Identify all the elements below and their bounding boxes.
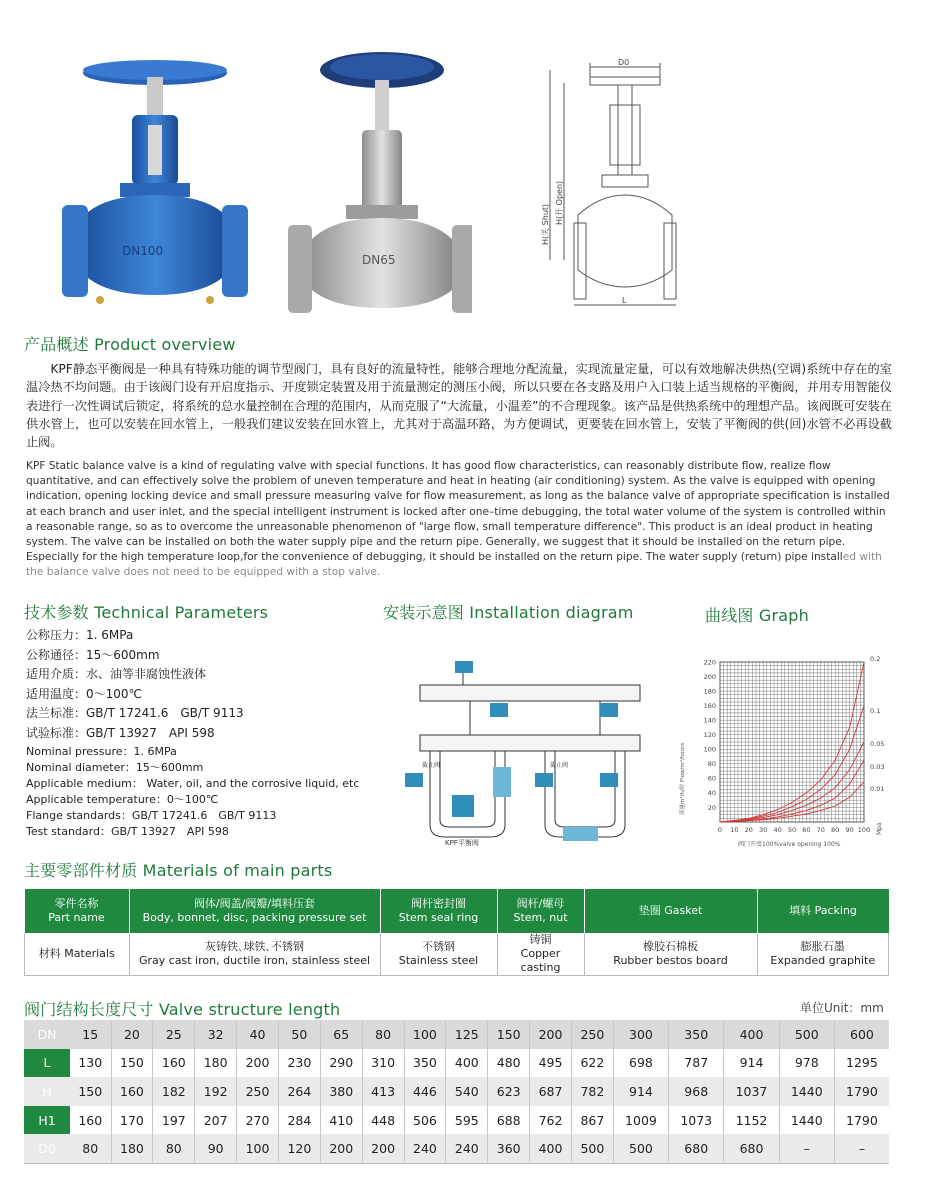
dim-cell: 80 — [70, 1134, 111, 1163]
dim-cell: 80 — [362, 1020, 404, 1049]
dim-cell: 170 — [111, 1106, 153, 1135]
dim-cell: 120 — [278, 1134, 320, 1163]
dim-cell: 410 — [320, 1106, 362, 1135]
dim-cell: 500 — [779, 1020, 834, 1049]
dim-cell: – — [834, 1134, 889, 1163]
drawing-h-shut: H(关 Shut) — [541, 203, 550, 245]
overview-en-text: KPF Static balance valve is a kind of regulating valve with special functions. It has good flow characteristics, can reasonably distribute flow, realize flow quantitative, and can effectively solve the problem of uneven temperature and heat in heating (air conditioning) system. As the valve is equipped with opening indication, opening locking device and small pressure measuring valve for flow measurement, as long as the balance valve of appropriate specification is installed at each branch and user inlet, and the special intelligent instrument is locked after one–time debugging, the total water volume of the system is controlled within a reasonable range, so as to overcome the unreasonable phenomenon of "large flow, small temperature difference". This product is an ideal product in heating system. The valve can be installed on both the water supply pipe and the return pipe. Generally, we suggest that it should be installed on the return pipe. Especially for the high temperature loop,for the convenience of debugging, it should be installed on the return pipe. The water supply (return) pipe installed with the balance valve does not need to be equipped with a stop valve. — [26, 460, 890, 579]
dim-cell: 400 — [724, 1020, 779, 1049]
dim-cell: 687 — [530, 1077, 572, 1106]
dim-cell: 65 — [320, 1020, 362, 1049]
dim-cell: 680 — [669, 1134, 724, 1163]
dim-cell: 380 — [320, 1077, 362, 1106]
graph-title: 曲线图 Graph — [705, 606, 809, 625]
dim-cell: 200 — [237, 1049, 279, 1078]
dim-cell: 90 — [195, 1134, 237, 1163]
dim-cell: 400 — [446, 1049, 488, 1078]
dim-cell: 160 — [70, 1106, 111, 1135]
chart-x-tick: 50 — [787, 826, 797, 834]
chart-y-tick: 100 — [703, 745, 716, 754]
dim-cell: 500 — [571, 1134, 613, 1163]
dim-cell: 180 — [111, 1134, 153, 1163]
chart-y-tick: 80 — [707, 760, 716, 769]
chart-y-tick: 180 — [703, 687, 716, 696]
dim-cell: 1440 — [779, 1106, 834, 1135]
dim-row-d0 — [24, 1134, 889, 1163]
dim-cell: 200 — [362, 1134, 404, 1163]
dim-cell: 284 — [278, 1106, 320, 1135]
dim-cell: 413 — [362, 1077, 404, 1106]
dim-cell: 125 — [446, 1020, 488, 1049]
dim-cell: 506 — [404, 1106, 446, 1135]
dim-cell: 1440 — [779, 1077, 834, 1106]
chart-y-tick: 20 — [707, 803, 716, 812]
param-en: Test standard：GB/T 13927 API 598 — [26, 824, 229, 838]
dim-cell: 310 — [362, 1049, 404, 1078]
chart-x-tick: 20 — [744, 826, 753, 834]
dimensions-table — [24, 1020, 889, 1164]
param-cn: 适用温度：0～100℃ — [26, 686, 143, 701]
chart-x-tick: 90 — [845, 826, 854, 834]
valve-drawing — [540, 55, 730, 310]
chart-y-tick: 220 — [703, 658, 716, 667]
dim-row-label: H1 — [24, 1106, 70, 1135]
dim-cell: 200 — [530, 1020, 572, 1049]
mat-header: 填料 Packing — [757, 889, 889, 933]
dim-cell: 240 — [404, 1134, 446, 1163]
mat-cell: 橡胶石棉板 Rubber bestos board — [584, 933, 757, 976]
dim-cell: 207 — [195, 1106, 237, 1135]
drawing-d0: D0 — [618, 58, 630, 67]
param-cn: 公称通径：15～600mm — [26, 647, 160, 662]
dim-cell: 968 — [669, 1077, 724, 1106]
dim-cell: 100 — [404, 1020, 446, 1049]
chart-right-label: 0.2 — [870, 655, 881, 663]
dim-cell: 100 — [237, 1134, 279, 1163]
dim-cell: 32 — [195, 1020, 237, 1049]
dim-cell: 867 — [571, 1106, 613, 1135]
materials-table — [24, 889, 889, 976]
chart-x-tick: 10 — [730, 826, 739, 834]
dim-cell: 200 — [320, 1134, 362, 1163]
dim-cell: 1037 — [724, 1077, 779, 1106]
param-en: Applicable temperature：0～100℃ — [26, 792, 219, 806]
chart-y-tick: 60 — [707, 774, 716, 783]
chart-x-tick: 0 — [717, 826, 723, 834]
dim-cell: 680 — [724, 1134, 779, 1163]
chart-x-tick: 40 — [773, 826, 782, 834]
dim-cell: 787 — [669, 1049, 724, 1078]
drawing-l: L — [622, 296, 627, 305]
dim-cell: 782 — [571, 1077, 613, 1106]
dim-cell: 160 — [111, 1077, 153, 1106]
technical-params — [26, 626, 359, 840]
dim-cell: 160 — [153, 1049, 195, 1078]
dim-cell: 240 — [446, 1134, 488, 1163]
installation-caption: KPF平衡阀 — [445, 839, 479, 847]
dim-cell: 350 — [404, 1049, 446, 1078]
param-cn: 公称压力：1. 6MPa — [26, 628, 134, 642]
param-en: Nominal pressure：1. 6MPa — [26, 744, 177, 758]
installation-label-b: 截止阀 — [550, 762, 569, 769]
mat-header: 垫圈 Gasket — [584, 889, 757, 933]
dim-cell: 1009 — [613, 1106, 668, 1135]
dim-cell: 1073 — [669, 1106, 724, 1135]
mat-cell: 膨胀石墨 Expanded graphite — [757, 933, 889, 976]
chart-y-tick: 120 — [703, 731, 716, 740]
dim-cell: 290 — [320, 1049, 362, 1078]
chart-y-tick: 200 — [703, 672, 716, 681]
chart-x-tick: 60 — [802, 826, 811, 834]
blue-valve-photo — [60, 55, 250, 315]
dim-cell: 480 — [488, 1049, 530, 1078]
mat-header: 阀杆/螺母 Stem, nut — [497, 889, 584, 933]
chart-xlabel: 阀门开度100%valve opening 100% — [738, 841, 841, 848]
overview-title: 产品概述 Product overview — [24, 335, 236, 354]
dim-cell: 80 — [153, 1134, 195, 1163]
dim-row-label: D0 — [24, 1134, 70, 1163]
dim-cell: 50 — [278, 1020, 320, 1049]
dim-row-l — [24, 1049, 889, 1078]
dim-cell: 1790 — [834, 1077, 889, 1106]
dim-cell: 270 — [237, 1106, 279, 1135]
dim-cell: 150 — [488, 1020, 530, 1049]
dim-cell: 688 — [488, 1106, 530, 1135]
dim-cell: 914 — [724, 1049, 779, 1078]
dim-cell: 446 — [404, 1077, 446, 1106]
mat-header: 阀体/阀盖/阀瓣/填料压套 Body, bonnet, disc, packing pressure set — [129, 889, 380, 933]
chart-right-label: 0.1 — [870, 707, 881, 715]
materials-header-row — [25, 889, 889, 933]
materials-title: 主要零部件材质 Materials of main parts — [24, 861, 333, 880]
dim-cell: 40 — [237, 1020, 279, 1049]
technical-title: 技术参数 Technical Parameters — [24, 603, 269, 622]
mat-header: 零件名称 Part name — [25, 889, 130, 933]
chart-y-tick: 160 — [703, 701, 716, 710]
dim-row-label: DN — [24, 1020, 70, 1049]
dim-cell: 500 — [613, 1134, 668, 1163]
dim-cell: 192 — [195, 1077, 237, 1106]
dim-cell: 623 — [488, 1077, 530, 1106]
installation-title: 安装示意图 Installation diagram — [383, 603, 634, 622]
dim-cell: 182 — [153, 1077, 195, 1106]
dim-row-dn — [24, 1020, 889, 1049]
chart-y-tick: 140 — [703, 716, 716, 725]
dim-cell: 914 — [613, 1077, 668, 1106]
dim-cell: 978 — [779, 1049, 834, 1078]
steel-valve-label: DN65 — [362, 253, 396, 267]
param-cn: 适用介质：水、油等非腐蚀性液体 — [26, 667, 207, 682]
chart-ylabel: 流量m³/h/时 Flow/m³/hours — [680, 742, 686, 815]
dim-cell: 495 — [530, 1049, 572, 1078]
dim-cell: 400 — [530, 1134, 572, 1163]
drawing-h1-open: H(开 Open) — [555, 180, 564, 225]
dim-cell: 150 — [70, 1077, 111, 1106]
mat-cell: 材料 Materials — [25, 933, 130, 976]
dim-cell: 600 — [834, 1020, 889, 1049]
dim-cell: 15 — [70, 1020, 111, 1049]
dim-cell: 698 — [613, 1049, 668, 1078]
dim-cell: 300 — [613, 1020, 668, 1049]
param-cn: 试验标准：GB/T 13927 API 598 — [26, 725, 215, 740]
dim-cell: 540 — [446, 1077, 488, 1106]
dim-row-label: L — [24, 1049, 70, 1078]
blue-valve-label: DN100 — [122, 244, 164, 258]
dim-row-h — [24, 1077, 889, 1106]
dim-cell: 197 — [153, 1106, 195, 1135]
mat-cell: 不锈钢 Stainless steel — [380, 933, 497, 976]
chart-right-label: 0.01 — [870, 785, 885, 793]
param-en: Flange standards：GB/T 17241.6 GB/T 9113 — [26, 808, 277, 822]
chart-x-tick: 30 — [759, 826, 768, 834]
dim-cell: 762 — [530, 1106, 572, 1135]
dim-cell: 150 — [111, 1049, 153, 1078]
param-en: Nominal diameter：15～600mm — [26, 760, 204, 774]
dim-cell: 1152 — [724, 1106, 779, 1135]
dim-cell: 25 — [153, 1020, 195, 1049]
dim-cell: 622 — [571, 1049, 613, 1078]
installation-label-a: 截止阀 — [422, 762, 441, 769]
chart-right-unit: Mpa — [876, 822, 883, 835]
dim-cell: 20 — [111, 1020, 153, 1049]
dim-row-h1 — [24, 1106, 889, 1135]
mat-cell: 铸铜 Copper casting — [497, 933, 584, 976]
dim-cell: 264 — [278, 1077, 320, 1106]
flow-chart — [676, 650, 896, 855]
dim-cell: 350 — [669, 1020, 724, 1049]
dim-row-label: H — [24, 1077, 70, 1106]
installation-diagram — [400, 655, 650, 850]
dim-cell: 1295 — [846, 1055, 878, 1071]
param-cn: 法兰标准：GB/T 17241.6 GB/T 9113 — [26, 706, 244, 721]
materials-row — [25, 933, 889, 976]
chart-x-tick: 80 — [831, 826, 840, 834]
param-en: Applicable medium： Water, oil, and the corrosive liquid, etc — [26, 776, 360, 790]
dim-cell: 595 — [446, 1106, 488, 1135]
chart-y-tick: 40 — [707, 789, 716, 798]
dim-cell: 180 — [195, 1049, 237, 1078]
overview-cn-text: KPF静态平衡阀是一种具有特殊功能的调节型阀门，具有良好的流量特性，能够合理地分配流量，实现流量定量，可以有效地解决供热(空调)系统中存在的室温冷热不均问题。由于该阀门设有开启度指示、开度锁定装置及用于流量测定的测压小阀，所以只要在各支路及用户入口装上适当规格的平衡阀，并用专用智能仪表进行一次性调试后锁定，将系统的总水量控制在合理的范围内，从而克服了“大流量，小温差”的不合理现象。该产品是供热系统中的理想产品。该阀既可安装在供水管上，也可以安装在回水管上，一般我们建议安装在回水管上，尤其对于高温环路，为方便调试，更要装在回水管上，安装了平衡阀的供(回)水管不必再设截止阀。 — [26, 362, 892, 450]
mat-header: 阀杆密封圈 Stem seal ring — [380, 889, 497, 933]
chart-x-tick: 70 — [816, 826, 825, 834]
dim-cell: 230 — [278, 1049, 320, 1078]
chart-x-tick: 100 — [857, 826, 871, 834]
dim-cell: 360 — [488, 1134, 530, 1163]
dimensions-unit: 单位Unit：mm — [800, 1001, 884, 1015]
dim-cell: 250 — [237, 1077, 279, 1106]
dim-cell: 1790 — [846, 1112, 878, 1128]
dim-cell: 250 — [571, 1020, 613, 1049]
chart-right-label: 0.05 — [870, 740, 885, 748]
dimensions-title: 阀门结构长度尺寸 Valve structure length — [24, 1000, 341, 1019]
mat-cell: 灰铸铁､球铁､不锈钢 Gray cast iron, ductile iron, stainless steel — [129, 933, 380, 976]
chart-right-label: 0.03 — [870, 763, 885, 771]
dim-cell: 130 — [70, 1049, 111, 1078]
steel-valve-photo — [282, 40, 472, 315]
dim-cell: – — [779, 1134, 834, 1163]
dim-cell: 448 — [362, 1106, 404, 1135]
